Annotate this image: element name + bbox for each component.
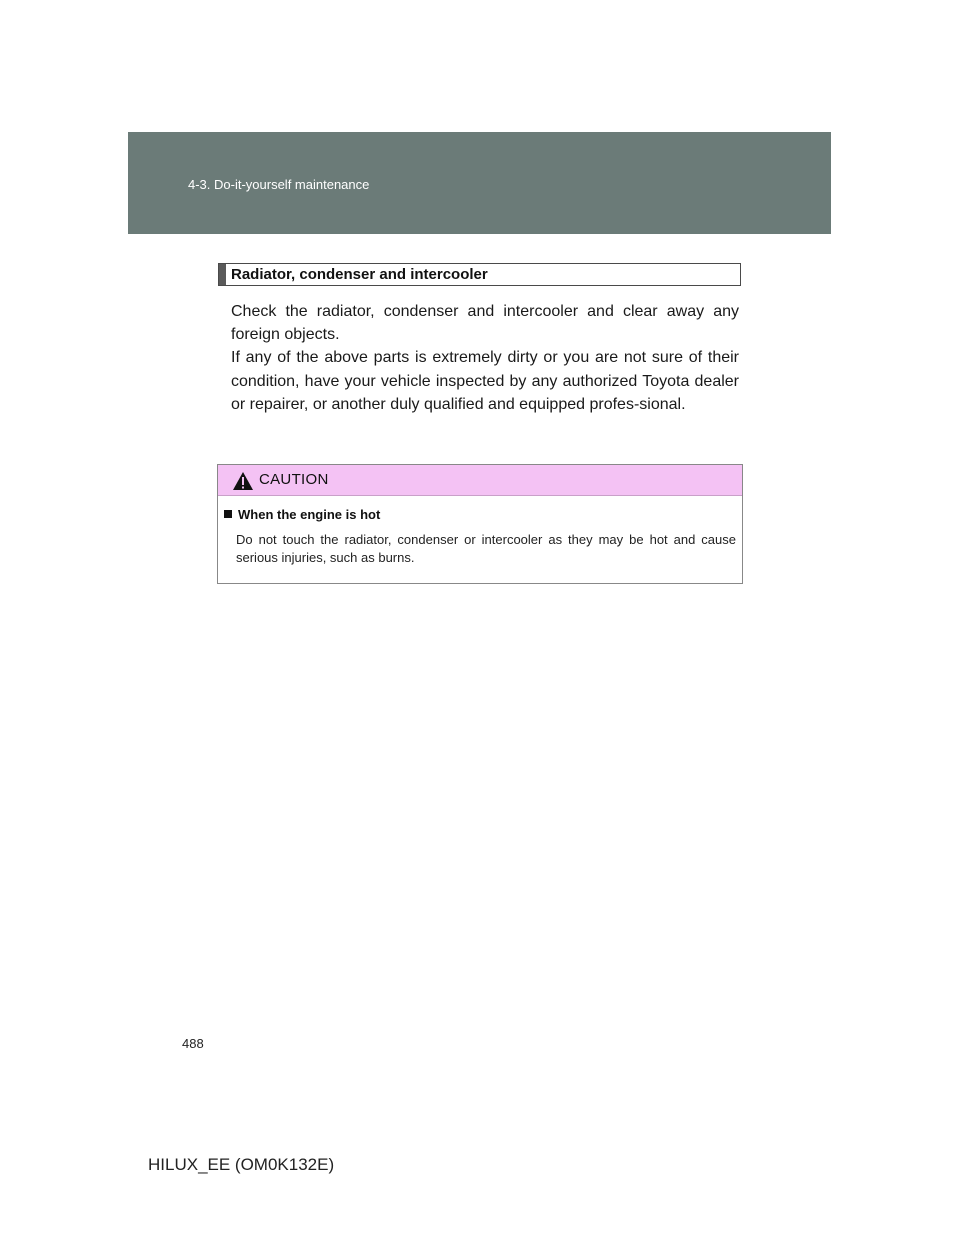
caution-item-title-text: When the engine is hot bbox=[238, 507, 381, 522]
body-paragraph-2: If any of the above parts is extremely dirty or you are not sure of their condition, have your vehicle inspected by any authorized Toyota dealer or repairer, or another duly qualified and equipped profes-sional. bbox=[231, 349, 739, 413]
section-heading-text: Radiator, condenser and intercooler bbox=[231, 266, 488, 283]
body-paragraph-1: Check the radiator, condenser and intercooler and clear away any foreign objects. bbox=[231, 303, 739, 344]
breadcrumb: 4-3. Do-it-yourself maintenance bbox=[188, 177, 370, 192]
section-heading-bar bbox=[219, 264, 226, 285]
section-heading bbox=[218, 263, 741, 286]
caution-item-title bbox=[224, 507, 380, 522]
warning-triangle-icon bbox=[232, 471, 254, 491]
document-code: HILUX_EE (OM0K132E) bbox=[148, 1155, 335, 1174]
bullet-square-icon bbox=[224, 510, 232, 518]
header-band bbox=[128, 132, 831, 234]
section-body bbox=[231, 300, 739, 416]
caution-header bbox=[218, 465, 742, 496]
caution-title: CAUTION bbox=[259, 471, 329, 488]
page-number: 488 bbox=[182, 1036, 204, 1051]
caution-item-body: Do not touch the radiator, condenser or intercooler as they may be hot and cause serious injuries, such as burns. bbox=[236, 532, 736, 565]
caution-box bbox=[217, 464, 743, 584]
